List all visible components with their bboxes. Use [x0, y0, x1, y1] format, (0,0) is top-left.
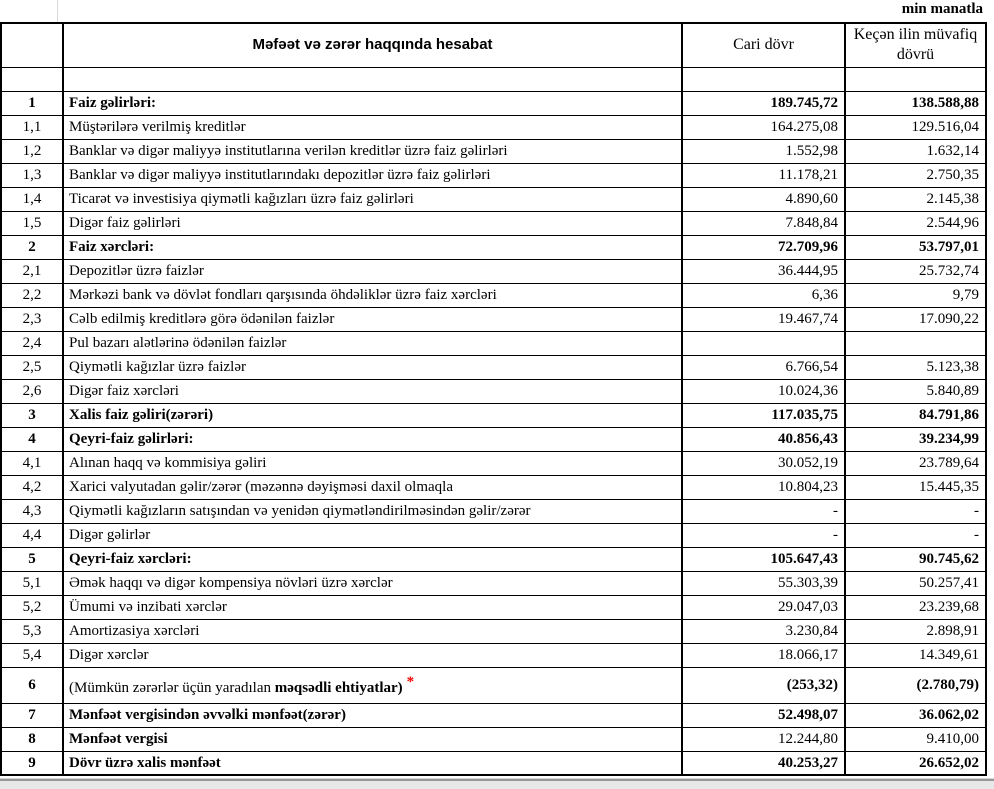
value-previous-period-cell: 50.257,41 — [845, 571, 986, 595]
value-previous-period-cell: 129.516,04 — [845, 115, 986, 139]
row-label-cell: Faiz xərcləri: — [63, 235, 682, 259]
row-label-cell: Pul bazarı alətlərinə ödənilən faizlər — [63, 331, 682, 355]
row-number-cell: 5,1 — [1, 571, 63, 595]
row-label-cell: Ümumi və inzibati xərclər — [63, 595, 682, 619]
row-number-cell: 4,1 — [1, 451, 63, 475]
header-empty-cell — [1, 23, 63, 67]
value-current-period-cell: 6.766,54 — [682, 355, 845, 379]
row-number-cell: 7 — [1, 703, 63, 727]
value-current-period-cell: 189.745,72 — [682, 91, 845, 115]
value-previous-period-cell: 14.349,61 — [845, 643, 986, 667]
row-number-cell: 9 — [1, 751, 63, 775]
footnote-asterisk: * — [406, 674, 415, 690]
row-number-cell: 4,2 — [1, 475, 63, 499]
value-previous-period-cell: 2.544,96 — [845, 211, 986, 235]
value-previous-period-cell: 25.732,74 — [845, 259, 986, 283]
table-row — [1, 187, 986, 211]
value-current-period-cell: 29.047,03 — [682, 595, 845, 619]
row-label-cell: Cəlb edilmiş kreditlərə görə ödənilən faizlər — [63, 307, 682, 331]
row-number-cell: 4 — [1, 427, 63, 451]
table-row — [1, 163, 986, 187]
row-number-cell: 4,4 — [1, 523, 63, 547]
table-row — [1, 379, 986, 403]
value-current-period-cell: 30.052,19 — [682, 451, 845, 475]
value-current-period-cell: (253,32) — [682, 667, 845, 703]
row-number-cell: 2,2 — [1, 283, 63, 307]
value-previous-period-cell: 2.145,38 — [845, 187, 986, 211]
column-header-current-period: Cari dövr — [682, 23, 845, 67]
row-label-cell: Digər xərclər — [63, 643, 682, 667]
value-current-period-cell: 55.303,39 — [682, 571, 845, 595]
table-row — [1, 115, 986, 139]
row-label-cell: Amortizasiya xərcləri — [63, 619, 682, 643]
value-current-period-cell: 10.804,23 — [682, 475, 845, 499]
value-current-period-cell: 52.498,07 — [682, 703, 845, 727]
value-previous-period-cell: 5.123,38 — [845, 355, 986, 379]
row-label-cell: Qeyri-faiz gəlirləri: — [63, 427, 682, 451]
row-number-cell: 1 — [1, 91, 63, 115]
value-current-period-cell: 10.024,36 — [682, 379, 845, 403]
table-row — [1, 727, 986, 751]
row-number-cell: 5,3 — [1, 619, 63, 643]
value-current-period-cell: 3.230,84 — [682, 619, 845, 643]
row-label-cell: (Mümkün zərərlər üçün yaradılan məqsədli ehtiyatlar) * — [63, 667, 682, 703]
table-row — [1, 595, 986, 619]
value-previous-period-cell — [845, 331, 986, 355]
value-current-period-cell — [682, 331, 845, 355]
table-row — [1, 331, 986, 355]
value-current-period-cell: 36.444,95 — [682, 259, 845, 283]
table-row — [1, 571, 986, 595]
row-label-cell: Xalis faiz gəliri(zərəri) — [63, 403, 682, 427]
row-label-bold-part: məqsədli ehtiyatlar) — [274, 680, 403, 696]
value-previous-period-cell: 15.445,35 — [845, 475, 986, 499]
row-label-cell: Müştərilərə verilmiş kreditlər — [63, 115, 682, 139]
value-previous-period-cell: 39.234,99 — [845, 427, 986, 451]
table-row — [1, 547, 986, 571]
value-previous-period-cell: 84.791,86 — [845, 403, 986, 427]
value-current-period-cell: - — [682, 499, 845, 523]
row-number-cell: 5 — [1, 547, 63, 571]
row-number-cell: 1,2 — [1, 139, 63, 163]
row-number-cell: 6 — [1, 667, 63, 703]
value-previous-period-cell: 23.239,68 — [845, 595, 986, 619]
report-body — [1, 91, 986, 775]
value-previous-period-cell: 2.750,35 — [845, 163, 986, 187]
row-label-cell: Ticarət və investisiya qiymətli kağızları üzrə faiz gəlirləri — [63, 187, 682, 211]
value-previous-period-cell: 9,79 — [845, 283, 986, 307]
value-current-period-cell: 19.467,74 — [682, 307, 845, 331]
top-margin-area — [0, 0, 994, 22]
value-current-period-cell: 4.890,60 — [682, 187, 845, 211]
blank-cell — [63, 67, 682, 91]
value-current-period-cell: 12.244,80 — [682, 727, 845, 751]
value-current-period-cell: 7.848,84 — [682, 211, 845, 235]
profit-loss-table — [0, 22, 987, 776]
row-number-cell: 1,4 — [1, 187, 63, 211]
row-label-cell: Alınan haqq və kommisiya gəliri — [63, 451, 682, 475]
row-number-cell: 2,4 — [1, 331, 63, 355]
table-row — [1, 403, 986, 427]
column-header-previous-period: Keçən ilin müvafiq dövrü — [845, 23, 986, 67]
row-label-cell: Digər faiz gəlirləri — [63, 211, 682, 235]
units-label: min manatla — [901, 1, 983, 17]
table-header-row — [1, 23, 986, 67]
value-previous-period-cell: - — [845, 523, 986, 547]
row-number-cell: 5,2 — [1, 595, 63, 619]
row-number-cell: 8 — [1, 727, 63, 751]
value-current-period-cell: 11.178,21 — [682, 163, 845, 187]
table-row — [1, 751, 986, 775]
row-number-cell: 1,5 — [1, 211, 63, 235]
value-current-period-cell: 18.066,17 — [682, 643, 845, 667]
value-current-period-cell: 164.275,08 — [682, 115, 845, 139]
value-current-period-cell: 40.253,27 — [682, 751, 845, 775]
value-previous-period-cell: (2.780,79) — [845, 667, 986, 703]
table-row — [1, 643, 986, 667]
row-label-cell: Mənfəət vergisindən əvvəlki mənfəət(zərər) — [63, 703, 682, 727]
table-row — [1, 91, 986, 115]
value-current-period-cell: 72.709,96 — [682, 235, 845, 259]
report-title: Məfəət və zərər haqqında hesabat — [63, 23, 682, 67]
blank-cell — [845, 67, 986, 91]
row-label-cell: Banklar və digər maliyyə institutlarına verilən kreditlər üzrə faiz gəlirləri — [63, 139, 682, 163]
value-previous-period-cell: 17.090,22 — [845, 307, 986, 331]
row-label-cell: Qiymətli kağızlar üzrə faizlər — [63, 355, 682, 379]
table-row — [1, 235, 986, 259]
value-current-period-cell: 105.647,43 — [682, 547, 845, 571]
table-row — [1, 451, 986, 475]
row-label-cell: Mənfəət vergisi — [63, 727, 682, 751]
table-row — [1, 667, 986, 703]
blank-cell — [682, 67, 845, 91]
spacer-row — [1, 67, 986, 91]
row-number-cell: 2,1 — [1, 259, 63, 283]
table-row — [1, 355, 986, 379]
value-previous-period-cell: 9.410,00 — [845, 727, 986, 751]
value-previous-period-cell: 138.588,88 — [845, 91, 986, 115]
blank-cell — [1, 67, 63, 91]
table-row — [1, 259, 986, 283]
row-number-cell: 1,1 — [1, 115, 63, 139]
table-row — [1, 283, 986, 307]
value-previous-period-cell: 2.898,91 — [845, 619, 986, 643]
value-current-period-cell: 6,36 — [682, 283, 845, 307]
value-previous-period-cell: 36.062,02 — [845, 703, 986, 727]
row-label-cell: Depozitlər üzrə faizlər — [63, 259, 682, 283]
value-current-period-cell: 40.856,43 — [682, 427, 845, 451]
value-previous-period-cell: 26.652,02 — [845, 751, 986, 775]
value-previous-period-cell: 23.789,64 — [845, 451, 986, 475]
row-label-cell: Faiz gəlirləri: — [63, 91, 682, 115]
row-number-cell: 2,3 — [1, 307, 63, 331]
row-label-cell: Əmək haqqı və digər kompensiya növləri üzrə xərclər — [63, 571, 682, 595]
row-label-cell: Dövr üzrə xalis mənfəət — [63, 751, 682, 775]
row-label-cell: Banklar və digər maliyyə institutlarındakı depozitlər üzrə faiz gəlirləri — [63, 163, 682, 187]
row-label-cell: Qiymətli kağızların satışından və yenidən qiymətləndirilməsindən gəlir/zərər — [63, 499, 682, 523]
row-label-cell: Mərkəzi bank və dövlət fondları qarşısında öhdəliklər üzrə faiz xərcləri — [63, 283, 682, 307]
row-number-cell: 2 — [1, 235, 63, 259]
table-row — [1, 307, 986, 331]
value-current-period-cell: 117.035,75 — [682, 403, 845, 427]
value-previous-period-cell: - — [845, 499, 986, 523]
value-previous-period-cell: 53.797,01 — [845, 235, 986, 259]
value-current-period-cell: - — [682, 523, 845, 547]
row-number-cell: 4,3 — [1, 499, 63, 523]
table-row — [1, 211, 986, 235]
row-label-cell: Xarici valyutadan gəlir/zərər (məzənnə dəyişməsi daxil olmaqla — [63, 475, 682, 499]
row-label-cell: Qeyri-faiz xərcləri: — [63, 547, 682, 571]
spreadsheet-gridline — [57, 0, 58, 22]
row-label-cell: Digər gəlirlər — [63, 523, 682, 547]
row-number-cell: 1,3 — [1, 163, 63, 187]
table-row — [1, 619, 986, 643]
table-row — [1, 499, 986, 523]
value-previous-period-cell: 5.840,89 — [845, 379, 986, 403]
row-label-cell: Digər faiz xərcləri — [63, 379, 682, 403]
window-bottom-edge — [0, 776, 994, 789]
row-number-cell: 3 — [1, 403, 63, 427]
table-row — [1, 139, 986, 163]
table-row — [1, 427, 986, 451]
value-current-period-cell: 1.552,98 — [682, 139, 845, 163]
value-previous-period-cell: 90.745,62 — [845, 547, 986, 571]
table-row — [1, 523, 986, 547]
table-row — [1, 475, 986, 499]
row-number-cell: 5,4 — [1, 643, 63, 667]
value-previous-period-cell: 1.632,14 — [845, 139, 986, 163]
row-number-cell: 2,6 — [1, 379, 63, 403]
row-number-cell: 2,5 — [1, 355, 63, 379]
table-row — [1, 703, 986, 727]
